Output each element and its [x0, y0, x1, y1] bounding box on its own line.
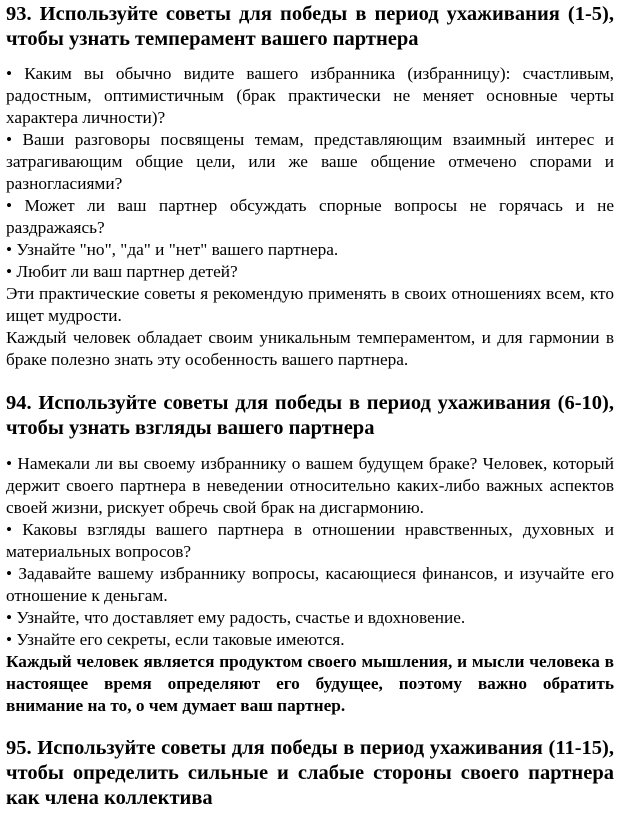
paragraph: • Задавайте вашему избраннику вопросы, касающиеся финансов, и изучайте его отношение к деньгам.: [6, 564, 614, 605]
paragraph: • Ваши разговоры посвящены темам, представляющим взаимный интерес и затрагивающим общие цели, или же ваше общение отмечено спорами и разногласиями?: [6, 130, 614, 193]
paragraph: • Намекали ли вы своему избраннику о вашем будущем браке? Человек, который держит своего партнера в неведении относительно каких-либо важных аспектов своей жизни, рискует обречь свой брак на дисгармонию.: [6, 454, 614, 517]
section-94-body: [6, 453, 614, 717]
section-93-body: [6, 63, 614, 371]
paragraph: • Каковы взгляды вашего партнера в отношении нравственных, духовных и материальных вопросов?: [6, 520, 614, 561]
document-page: [6, 0, 614, 811]
paragraph: • Узнайте "но", "да" и "нет" вашего партнера.: [6, 240, 339, 259]
paragraph: Каждый человек обладает своим уникальным темпераментом, и для гармонии в браке полезно знать эту особенность вашего партнера.: [6, 328, 614, 369]
bold-conclusion-paragraph: Каждый человек является продуктом своего мышления, и мысли человека в настоящее время определяют его будущее, поэтому важно обратить внимание на то, о чем думает ваш партнер.: [6, 652, 614, 715]
paragraph: • Может ли ваш партнер обсуждать спорные вопросы не горячась и не раздражаясь?: [6, 196, 614, 237]
section-94-heading: 94. Используйте советы для победы в период ухаживания (6-10), чтобы узнать взгляды вашего партнера: [6, 392, 614, 439]
paragraph: • Узнайте, что доставляет ему радость, счастье и вдохновение.: [6, 608, 466, 627]
paragraph: • Любит ли ваш партнер детей?: [6, 262, 238, 281]
section-95-heading: 95. Используйте советы для победы в период ухаживания (11-15), чтобы определить сильные и слабые стороны своего партнера как члена коллектива: [6, 737, 614, 809]
paragraph: • Узнайте его секреты, если таковые имеются.: [6, 630, 345, 649]
paragraph: • Каким вы обычно видите вашего избранника (избранницу): счастливым, радостным, оптимистичным (брак практически не меняет основные черты характера личности)?: [6, 64, 614, 127]
section-93-heading: 93. Используйте советы для победы в период ухаживания (1-5), чтобы узнать темперамент вашего партнера: [6, 3, 614, 50]
paragraph: Эти практические советы я рекомендую применять в своих отношениях всем, кто ищет мудрости.: [6, 284, 614, 325]
